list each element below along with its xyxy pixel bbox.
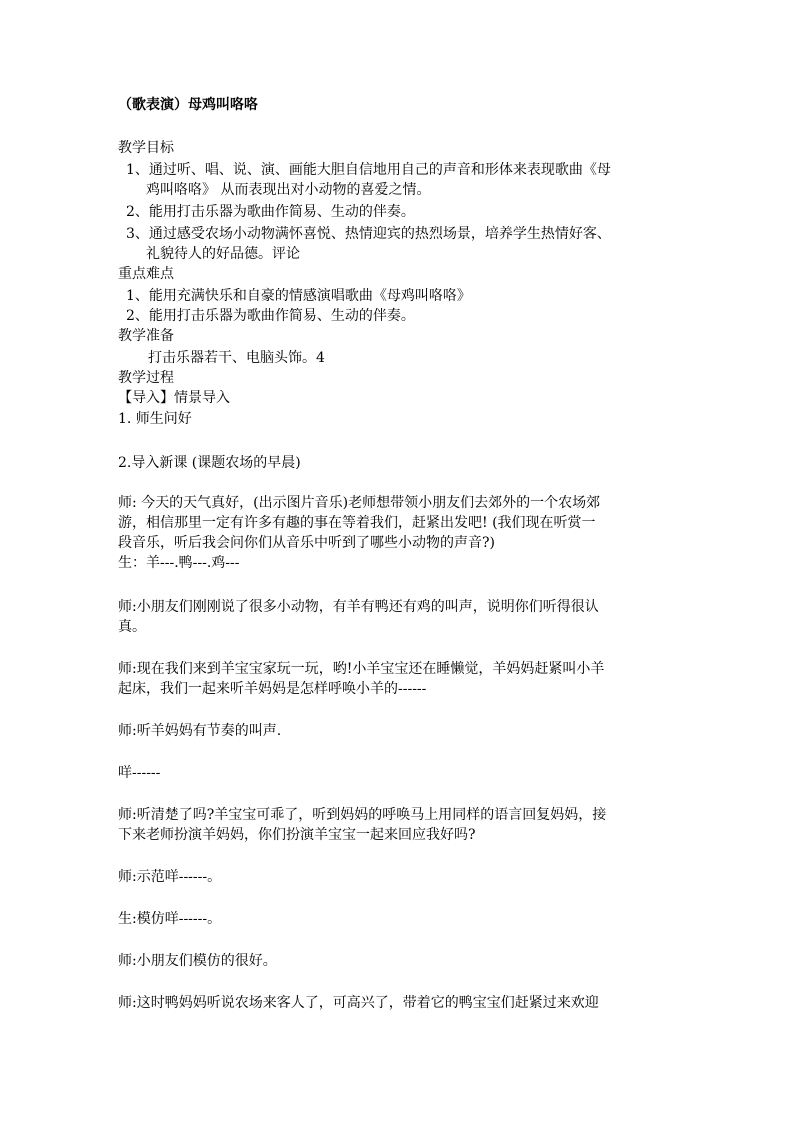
section-heading-objectives: 教学目标: [118, 140, 174, 156]
paragraph-10: 师:小朋友们模仿的很好。: [118, 953, 277, 969]
key-point-1: 1、能用充满快乐和自豪的情感演唱歌曲《母鸡叫咯咯》: [126, 288, 471, 304]
paragraph-4-line-2: 起床，我们一起来听羊妈妈是怎样呼唤小羊的------: [118, 681, 427, 697]
paragraph-6: 咩------: [118, 765, 161, 781]
key-point-2: 2、能用打击乐器为歌曲作简易、生动的伴奏。: [126, 308, 415, 324]
objective-2: 2、能用打击乐器为歌曲作简易、生动的伴奏。: [126, 204, 415, 220]
section-heading-preparation: 教学准备: [118, 328, 174, 344]
section-heading-process: 教学过程: [118, 370, 174, 386]
paragraph-11: 师:这时鸭妈妈听说农场来客人了，可高兴了，带着它的鸭宝宝们赶紧过来欢迎: [118, 995, 599, 1011]
paragraph-4-line-1: 师:现在我们来到羊宝宝家玩一玩，哟!小羊宝宝还在睡懒觉，羊妈妈赶紧叫小羊: [118, 661, 605, 677]
paragraph-7-line-2: 下来老师扮演羊妈妈，你们扮演羊宝宝一起来回应我好吗?: [118, 827, 476, 843]
objective-1-line-2: 鸡叫咯咯》 从而表现出对小动物的喜爱之情。: [146, 182, 431, 198]
objective-1-line-1: 1、通过听、唱、说、演、画能大胆自信地用自己的声音和形体来表现歌曲《母: [126, 162, 611, 178]
document-title: （歌表演）母鸡叫咯咯: [118, 97, 258, 113]
paragraph-1-line-2: 游，相信那里一定有许多有趣的事在等着我们，赶紧出发吧! (我们现在听赏一: [118, 515, 596, 531]
paragraph-1-line-1: 师: 今天的天气真好，(出示图片音乐)老师想带领小朋友们去郊外的一个农场郊: [118, 495, 601, 511]
objective-3-line-2: 礼貌待人的好品德。评论: [146, 246, 300, 262]
paragraph-2: 生：羊---.鸭---.鸡---: [118, 555, 240, 571]
paragraph-3-line-1: 师:小朋友们刚刚说了很多小动物，有羊有鸭还有鸡的叫声，说明你们听得很认: [118, 599, 599, 615]
paragraph-8: 师:示范咩------。: [118, 869, 222, 885]
subsection-intro: 【导入】情景导入: [118, 390, 230, 406]
step-1: 1. 师生问好: [118, 411, 192, 427]
paragraph-7-line-1: 师:听清楚了吗?羊宝宝可乖了，听到妈妈的呼唤马上用同样的语言回复妈妈，接: [118, 807, 607, 823]
paragraph-9: 生:模仿咩------。: [118, 911, 222, 927]
paragraph-5: 师:听羊妈妈有节奏的叫声.: [118, 723, 282, 739]
paragraph-1-line-3: 段音乐，听后我会问你们从音乐中听到了哪些小动物的声音?): [118, 535, 495, 551]
section-heading-key-points: 重点难点: [118, 266, 174, 282]
paragraph-3-line-2: 真。: [118, 619, 146, 635]
step-2: 2.导入新课 (课题农场的早晨): [118, 455, 301, 471]
objective-3-line-1: 3、通过感受农场小动物满怀喜悦、热情迎宾的热烈场景，培养学生热情好客、: [126, 226, 611, 242]
preparation-text: 打击乐器若干、电脑头饰。4: [148, 350, 325, 366]
